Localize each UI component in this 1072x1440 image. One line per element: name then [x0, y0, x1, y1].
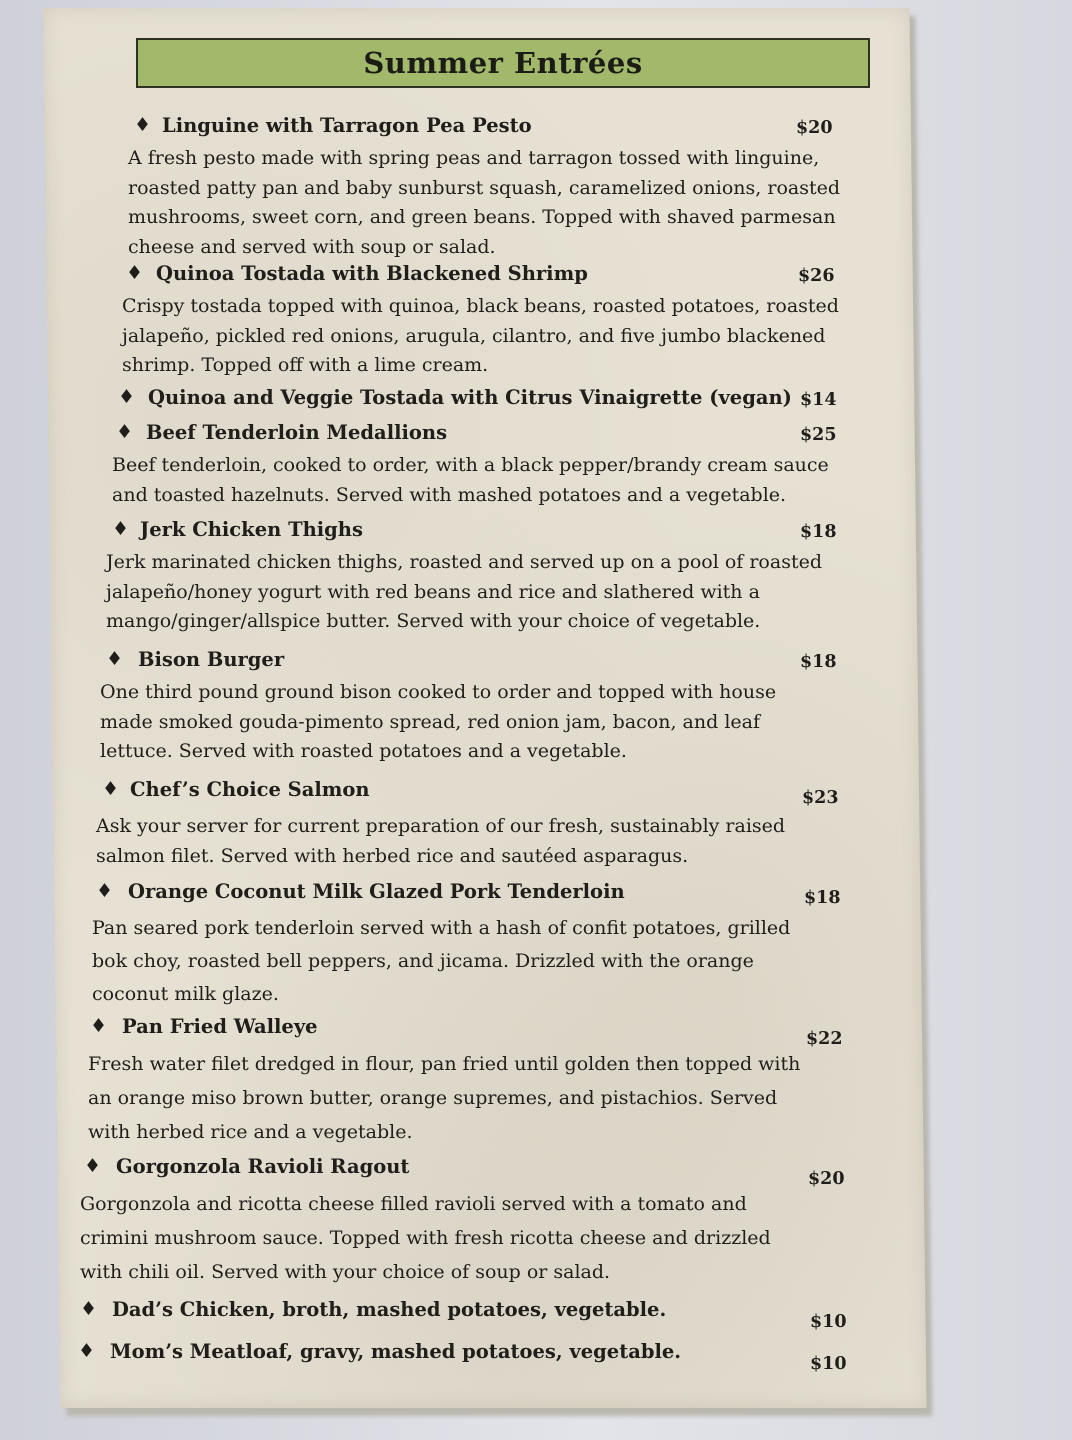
- item-name: Gorgonzola Ravioli Ragout: [116, 1155, 410, 1178]
- item-name: Jerk Chicken Thighs: [140, 518, 363, 541]
- diamond-bullet-icon: ♦: [90, 1015, 108, 1037]
- item-price: $22: [806, 1029, 843, 1049]
- item-name: Beef Tenderloin Medallions: [146, 421, 448, 444]
- diamond-bullet-icon: ♦: [112, 518, 130, 540]
- item-price: $26: [798, 266, 835, 286]
- diamond-bullet-icon: ♦: [106, 648, 124, 670]
- item-price: $20: [808, 1169, 845, 1189]
- item-description: Ask your server for current preparation of our fresh, sustainably raised salmon filet. Served with herbed rice and sautéed asparagus.: [96, 815, 786, 867]
- menu-title-banner: [136, 38, 870, 88]
- menu-item-gorgonzola-ravioli: [80, 1155, 900, 1289]
- diamond-bullet-icon: ♦: [80, 1298, 98, 1320]
- item-name: Orange Coconut Milk Glazed Pork Tenderloin: [128, 880, 625, 903]
- item-price: $18: [800, 652, 837, 672]
- item-description: Fresh water filet dredged in flour, pan fried until golden then topped with an orange miso brown butter, orange supremes, and pistachios. Served with herbed rice and a vegetable.: [88, 1053, 801, 1143]
- item-price: $14: [800, 390, 837, 410]
- item-name: Bison Burger: [138, 648, 285, 671]
- item-description: Gorgonzola and ricotta cheese filled ravioli served with a tomato and crimini mushroom sauce. Topped with fresh ricotta cheese and drizzled with chili oil. Served with your choice of soup or salad.: [80, 1193, 771, 1283]
- item-name: Linguine with Tarragon Pea Pesto: [162, 114, 532, 137]
- item-name: Quinoa and Veggie Tostada with Citrus Vinaigrette (vegan): [148, 386, 792, 409]
- item-price: $10: [810, 1354, 847, 1374]
- menu-item-quinoa-shrimp: [122, 262, 892, 381]
- item-description: One third pound ground bison cooked to order and topped with house made smoked gouda-pimento spread, red onion jam, bacon, and leaf lettuce. Served with roasted potatoes and a vegetable.: [100, 681, 777, 762]
- menu-item-veggie-tostada: [116, 386, 896, 414]
- item-description: A fresh pesto made with spring peas and tarragon tossed with linguine, roasted patty pan and baby sunburst squash, caramelized onions, roasted mushrooms, sweet corn, and green beans. Topped with shaved parmesan cheese and served with soup or salad.: [128, 147, 840, 258]
- item-name: Pan Fried Walleye: [122, 1015, 318, 1038]
- diamond-bullet-icon: ♦: [116, 421, 134, 443]
- menu-item-linguine: [128, 114, 888, 262]
- menu-item-dads-chicken: [78, 1298, 898, 1332]
- menu-item-moms-meatloaf: [76, 1340, 896, 1374]
- item-name: Quinoa Tostada with Blackened Shrimp: [156, 262, 588, 285]
- item-name: Mom’s Meatloaf, gravy, mashed potatoes, vegetable.: [110, 1340, 682, 1363]
- item-price: $18: [804, 888, 841, 908]
- diamond-bullet-icon: ♦: [118, 386, 136, 408]
- menu-item-beef-tenderloin: [112, 421, 902, 510]
- menu-item-jerk-chicken: [106, 518, 906, 637]
- diamond-bullet-icon: ♦: [96, 880, 114, 902]
- diamond-bullet-icon: ♦: [102, 778, 120, 800]
- diamond-bullet-icon: ♦: [84, 1155, 102, 1177]
- item-description: Beef tenderloin, cooked to order, with a black pepper/brandy cream sauce and toasted hazelnuts. Served with mashed potatoes and a vegetable.: [112, 454, 829, 506]
- menu-item-walleye: [88, 1015, 908, 1149]
- item-description: Jerk marinated chicken thighs, roasted and served up on a pool of roasted jalapeño/honey yogurt with red beans and rice and slathered with a mango/ginger/allspice butter. Served with your choice of vegetable.: [106, 551, 822, 632]
- item-price: $20: [796, 118, 833, 138]
- item-name: Dad’s Chicken, broth, mashed potatoes, vegetable.: [112, 1298, 667, 1321]
- item-description: Pan seared pork tenderloin served with a hash of confit potatoes, grilled bok choy, roasted bell peppers, and jicama. Drizzled with the orange coconut milk glaze.: [92, 917, 791, 1005]
- diamond-bullet-icon: ♦: [126, 262, 144, 284]
- menu-item-pork-tenderloin: [92, 880, 892, 1011]
- diamond-bullet-icon: ♦: [78, 1340, 96, 1362]
- item-name: Chef’s Choice Salmon: [130, 778, 370, 801]
- menu-title: Summer Entrées: [363, 46, 643, 80]
- item-description: Crispy tostada topped with quinoa, black beans, roasted potatoes, roasted jalapeño, pickled red onions, arugula, cilantro, and five jumbo blackened shrimp. Topped off with a lime cream.: [122, 295, 839, 376]
- item-price: $25: [800, 425, 837, 445]
- item-price: $10: [810, 1312, 847, 1332]
- item-price: $23: [802, 788, 839, 808]
- menu-item-bison-burger: [100, 648, 900, 767]
- menu-item-salmon: [96, 778, 896, 871]
- item-price: $18: [800, 522, 837, 542]
- diamond-bullet-icon: ♦: [134, 114, 152, 136]
